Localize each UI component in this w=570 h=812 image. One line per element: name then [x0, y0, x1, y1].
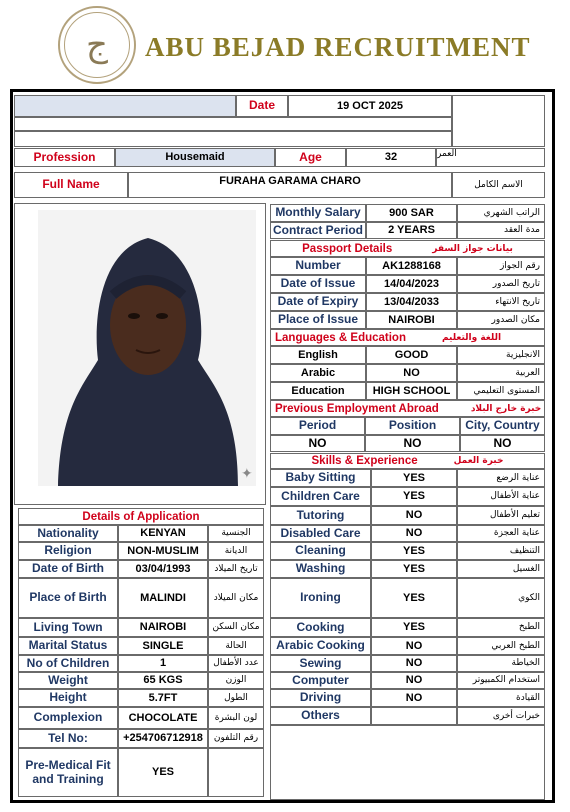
skill-label: Children Care: [270, 487, 371, 506]
application-label-ar: الوزن: [208, 672, 264, 689]
profession-label: Profession: [14, 148, 115, 167]
position-value: NO: [365, 435, 460, 452]
arabic-label: Arabic: [270, 364, 366, 382]
skill-value: NO: [371, 655, 457, 672]
education-label: Education: [270, 382, 366, 400]
profession-value: Housemaid: [115, 148, 275, 167]
application-label-ar: الحالة: [208, 637, 264, 655]
application-label-ar: الطول: [208, 689, 264, 707]
skill-value: NO: [371, 672, 457, 689]
application-value: MALINDI: [118, 578, 208, 618]
application-section-header: [18, 508, 264, 525]
education-value: HIGH SCHOOL: [366, 382, 457, 400]
skill-value: NO: [371, 689, 457, 707]
skill-label: Computer: [270, 672, 371, 689]
position-header: Position: [365, 417, 460, 435]
languages-section-header: [270, 329, 545, 346]
application-value: 1: [118, 655, 208, 672]
passport-title: Passport Details: [302, 242, 393, 255]
fullname-label-ar: الاسم الكامل: [452, 172, 545, 198]
skill-label: Arabic Cooking: [270, 637, 371, 655]
english-label: English: [270, 346, 366, 364]
skill-label: Baby Sitting: [270, 469, 371, 487]
contract-label-ar: مدة العقد: [457, 222, 545, 239]
skill-label: Cooking: [270, 618, 371, 637]
age-label-ar: العمر: [436, 148, 545, 167]
skill-value: NO: [371, 506, 457, 525]
date-value: 19 OCT 2025: [288, 95, 452, 117]
issue-place-label: Place of Issue: [270, 311, 366, 329]
application-value: 5.7FT: [118, 689, 208, 707]
education-ar: المستوى التعليمي: [457, 382, 545, 400]
skill-label: Washing: [270, 560, 371, 578]
company-name: ABU BEJAD RECRUITMENT: [145, 32, 531, 62]
blank-row: [14, 131, 452, 147]
skill-value: YES: [371, 560, 457, 578]
skill-label-ar: الطبخ العربي: [457, 637, 545, 655]
skill-value: [371, 707, 457, 725]
expiry-date-label: Date of Expiry: [270, 293, 366, 311]
age-label: Age: [275, 148, 346, 167]
application-value: SINGLE: [118, 637, 208, 655]
city-country-value: NO: [460, 435, 545, 452]
application-label-ar: رقم التلفون: [208, 729, 264, 748]
employment-title-ar: خبرة خارج البلاد: [470, 403, 542, 414]
skill-label: Disabled Care: [270, 525, 371, 542]
application-label: No of Children: [18, 655, 118, 672]
skill-label-ar: عناية الرضع: [457, 469, 545, 487]
skill-value: YES: [371, 487, 457, 506]
skill-label-ar: الغسيل: [457, 560, 545, 578]
application-value: YES: [118, 748, 208, 797]
skill-label-ar: القيادة: [457, 689, 545, 707]
application-label: Weight: [18, 672, 118, 689]
application-value: 03/04/1993: [118, 560, 208, 578]
skill-label: Sewing: [270, 655, 371, 672]
blank-cell: [452, 95, 545, 147]
application-value: +254706712918: [118, 729, 208, 748]
application-label: Living Town: [18, 618, 118, 637]
issue-date-value: 14/04/2023: [366, 275, 457, 293]
skill-label-ar: التنظيف: [457, 542, 545, 560]
logo-monogram-icon: ﺝ: [64, 12, 130, 78]
skill-value: YES: [371, 469, 457, 487]
employment-section-header: [270, 400, 545, 417]
skill-value: YES: [371, 542, 457, 560]
skill-label-ar: الطبخ: [457, 618, 545, 637]
skill-label: Ironing: [270, 578, 371, 618]
skill-label: Tutoring: [270, 506, 371, 525]
passport-title-ar: بيانات جواز السفر: [432, 243, 513, 254]
blank-row: [14, 117, 452, 131]
application-label: Nationality: [18, 525, 118, 542]
skill-label-ar: تعليم الأطفال: [457, 506, 545, 525]
skill-value: YES: [371, 578, 457, 618]
skill-label-ar: استخدام الكمبيوتر: [457, 672, 545, 689]
blank-cell: [14, 95, 236, 117]
skills-section-header: [270, 453, 545, 469]
application-label-ar: عدد الأطفال: [208, 655, 264, 672]
candidate-photo: [38, 210, 256, 486]
application-value: NAIROBI: [118, 618, 208, 637]
skill-label: Cleaning: [270, 542, 371, 560]
skills-title: Skills & Experience: [311, 455, 418, 467]
application-label: Date of Birth: [18, 560, 118, 578]
svg-text:✦: ✦: [241, 465, 253, 481]
period-value: NO: [270, 435, 365, 452]
application-label: Marital Status: [18, 637, 118, 655]
english-value: GOOD: [366, 346, 457, 364]
application-title: Details of Application: [82, 510, 200, 523]
passport-number-ar: رقم الجواز: [457, 257, 545, 275]
expiry-date-ar: تاريخ الانتهاء: [457, 293, 545, 311]
contract-value: 2 YEARS: [366, 222, 457, 239]
application-value: NON-MUSLIM: [118, 542, 208, 560]
period-header: Period: [270, 417, 365, 435]
skill-label-ar: عناية العجزة: [457, 525, 545, 542]
application-label-ar: الجنسية: [208, 525, 264, 542]
skill-label-ar: الكوي: [457, 578, 545, 618]
company-logo: [58, 6, 136, 84]
issue-date-ar: تاريخ الصدور: [457, 275, 545, 293]
application-label-ar: تاريخ الميلاد: [208, 560, 264, 578]
skill-value: NO: [371, 525, 457, 542]
skill-label-ar: الخياطة: [457, 655, 545, 672]
expiry-date-value: 13/04/2033: [366, 293, 457, 311]
date-label: Date: [236, 95, 288, 117]
skill-value: NO: [371, 637, 457, 655]
application-label: Religion: [18, 542, 118, 560]
contract-label: Contract Period: [270, 222, 366, 239]
employment-title: Previous Employment Abroad: [275, 402, 439, 415]
salary-label: Monthly Salary: [270, 204, 366, 222]
skill-label-ar: عناية الأطفال: [457, 487, 545, 506]
fullname-label: Full Name: [14, 172, 128, 198]
english-ar: الانجليزية: [457, 346, 545, 364]
application-label: Place of Birth: [18, 578, 118, 618]
skill-label-ar: خبرات أخرى: [457, 707, 545, 725]
application-label: Pre-Medical Fit and Training: [18, 748, 118, 797]
issue-place-ar: مكان الصدور: [457, 311, 545, 329]
fullname-value: FURAHA GARAMA CHARO: [128, 172, 452, 198]
issue-date-label: Date of Issue: [270, 275, 366, 293]
age-value: 32: [346, 148, 436, 167]
application-label-ar: الديانة: [208, 542, 264, 560]
skills-title-ar: خبرة العمل: [453, 456, 504, 466]
application-label-ar: مكان الميلاد: [208, 578, 264, 618]
application-label-ar: لون البشرة: [208, 707, 264, 729]
application-value: 65 KGS: [118, 672, 208, 689]
languages-title: Languages & Education: [275, 331, 406, 344]
issue-place-value: NAIROBI: [366, 311, 457, 329]
application-label: Tel No:: [18, 729, 118, 748]
skill-value: YES: [371, 618, 457, 637]
languages-title-ar: اللغة والتعليم: [442, 332, 502, 343]
passport-number-label: Number: [270, 257, 366, 275]
salary-value: 900 SAR: [366, 204, 457, 222]
application-value: KENYAN: [118, 525, 208, 542]
application-label-ar: [208, 748, 264, 797]
application-label: Height: [18, 689, 118, 707]
arabic-ar: العربية: [457, 364, 545, 382]
passport-section-header: [270, 240, 545, 257]
skill-label: Driving: [270, 689, 371, 707]
city-country-header: City, Country: [460, 417, 545, 435]
application-value: CHOCOLATE: [118, 707, 208, 729]
arabic-value: NO: [366, 364, 457, 382]
application-label-ar: مكان السكن: [208, 618, 264, 637]
application-label: Complexion: [18, 707, 118, 729]
passport-number-value: AK1288168: [366, 257, 457, 275]
skill-label: Others: [270, 707, 371, 725]
salary-label-ar: الراتب الشهري: [457, 204, 545, 222]
blank-cell: [270, 725, 545, 800]
